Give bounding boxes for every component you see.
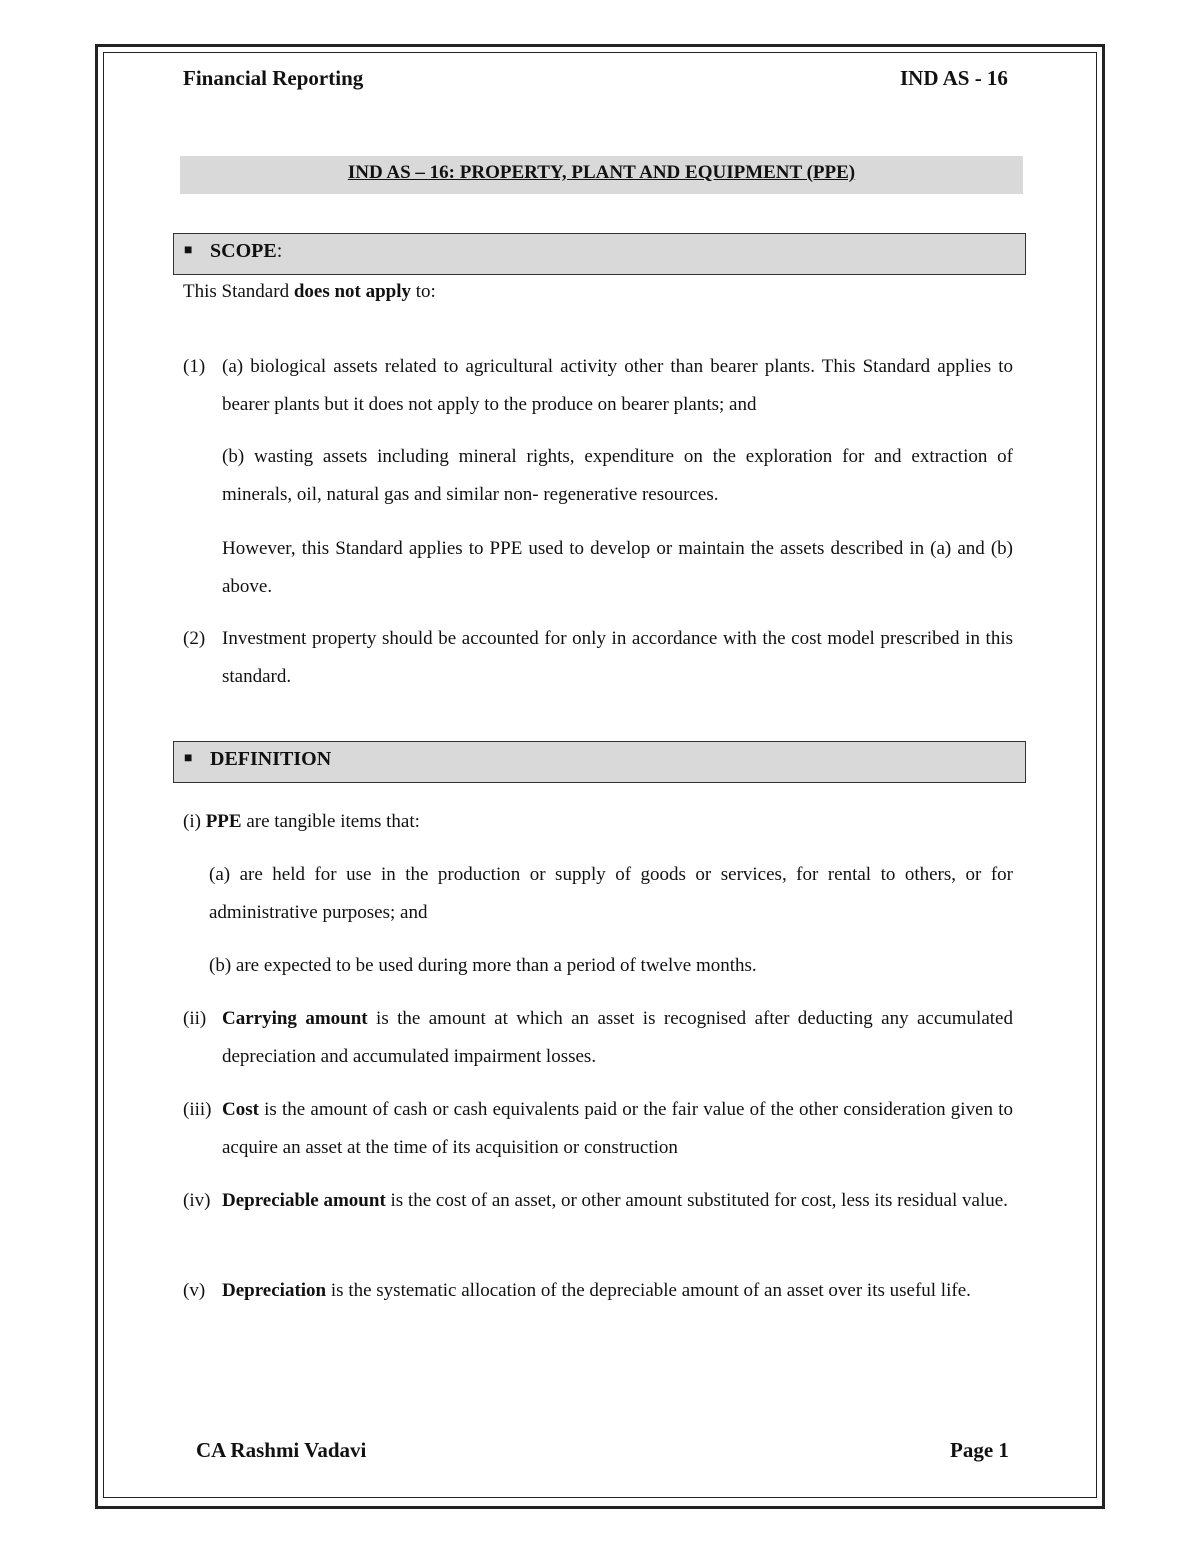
definition-item: (i) PPE are tangible items that: [183,811,420,832]
scope-heading: SCOPE [210,240,277,262]
definition-subitem: (b) are expected to be used during more than a period of twelve months. [209,955,757,976]
scope-item: (b) wasting assets including mineral rights, expenditure on the exploration for and extraction of minerals, oil, natural gas and similar non- regenerative resources. [222,446,1013,505]
scope-item-number: (1) [183,356,206,377]
section-scope [173,233,1026,275]
footer-page-number: Page 1 [950,1438,1009,1462]
definition-subitem: (a) are held for use in the production or supply of goods or services, for rental to others, or for administrative purposes; and [209,864,1013,923]
scope-item: Investment property should be accounted for only in accordance with the cost model prescribed in this standard. [222,628,1013,687]
definition-item: Depreciation is the systematic allocation of the depreciable amount of an asset over its useful life. [222,1280,971,1301]
definition-item-number: (v) [183,1280,206,1301]
scope-item: (a) biological assets related to agricultural activity other than bearer plants. This Standard applies to bearer plants but it does not apply to the produce on bearer plants; and [222,356,1013,415]
header-left: Financial Reporting [183,66,364,90]
page-title: IND AS – 16: PROPERTY, PLANT AND EQUIPMENT (PPE) [180,156,1023,194]
header-right: IND AS - 16 [900,66,1008,90]
definition-item: Cost is the amount of cash or cash equivalents paid or the fair value of the other consideration given to acquire an asset at the time of its acquisition or construction [222,1099,1013,1158]
scope-intro: This Standard does not apply to: [183,281,436,302]
section-definition [173,741,1026,783]
scope-heading-suffix: : [276,240,283,262]
definition-heading: DEFINITION [210,748,332,770]
definition-item-number: (ii) [183,1008,207,1029]
definition-item: Depreciable amount is the cost of an asset, or other amount substituted for cost, less its residual value. [222,1190,1008,1211]
footer-author: CA Rashmi Vadavi [196,1438,367,1462]
definition-item-number: (iv) [183,1190,211,1211]
scope-item: However, this Standard applies to PPE used to develop or maintain the assets described in (a) and (b) above. [222,538,1013,597]
bullet-icon: ■ [184,751,193,766]
scope-item-number: (2) [183,628,206,649]
bullet-icon: ■ [184,243,193,258]
definition-item-number: (iii) [183,1099,212,1120]
definition-item: Carrying amount is the amount at which an asset is recognised after deducting any accumulated depreciation and accumulated impairment losses. [222,1008,1013,1067]
